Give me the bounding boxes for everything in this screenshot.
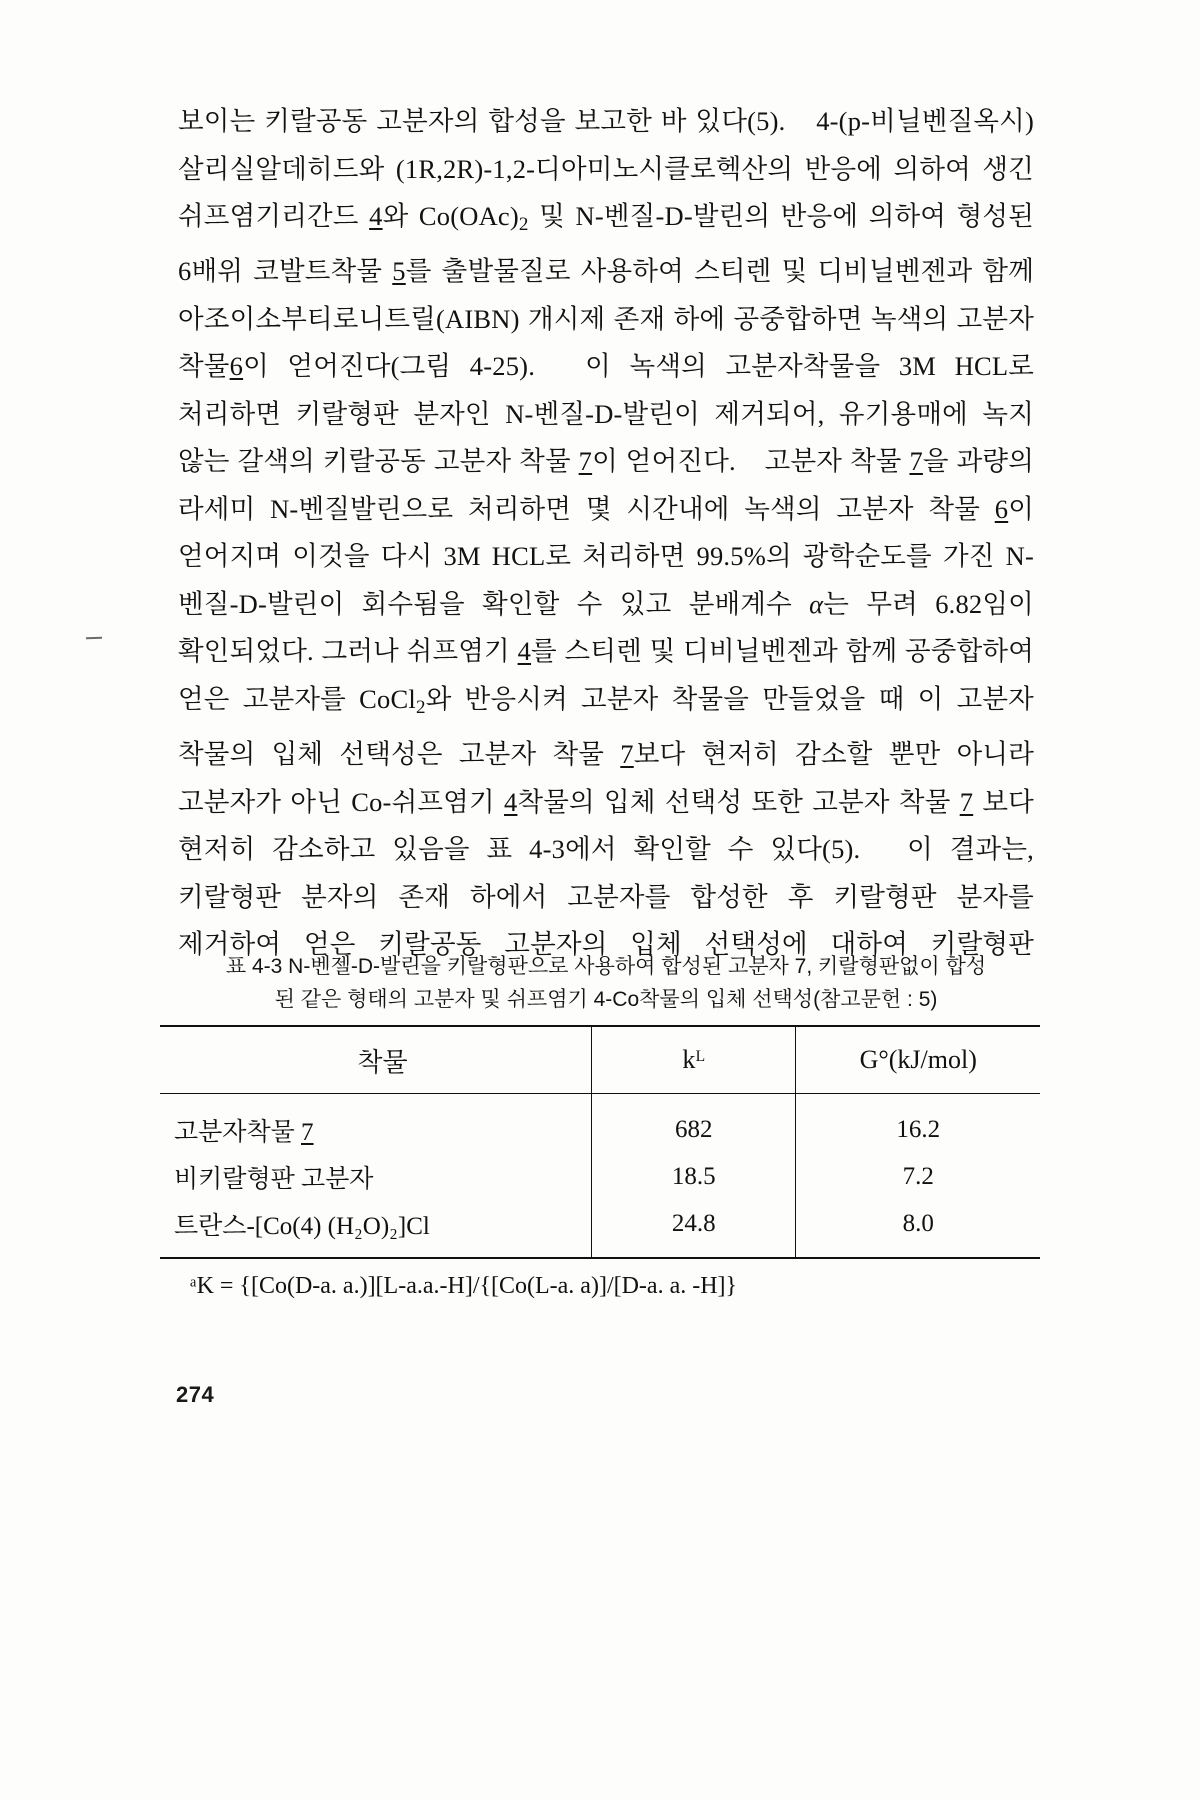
cell-g-value: 16.2	[796, 1094, 1040, 1154]
table-row	[160, 1094, 1040, 1154]
cell-g-value: 8.0	[796, 1200, 1040, 1258]
table-body	[160, 1094, 1040, 1259]
cell-k-value: 18.5	[592, 1153, 796, 1200]
stray-ink-mark	[86, 637, 102, 640]
table-row	[160, 1153, 1040, 1200]
table-caption-line-1: 표 4-3 N-벤젤-D-발린을 키랄형판으로 사용하여 합성된 고분자 7, 키랄형판없이 합성	[225, 955, 987, 978]
table-row	[160, 1200, 1040, 1258]
table-caption	[172, 950, 1040, 1016]
cell-g-value: 7.2	[796, 1153, 1040, 1200]
body-text-block	[178, 98, 1034, 969]
cell-k-value: 682	[592, 1094, 796, 1154]
cell-complex-name: 비키랄형판 고분자	[174, 1165, 374, 1193]
table-header	[160, 1026, 1040, 1094]
selectivity-table	[160, 1025, 1040, 1259]
cell-k-value: 24.8	[592, 1200, 796, 1258]
table-footnote: ᵃK = {[Co(D-a. a.)][L-a.a.-H]/{[Co(L-a. a)]/[D-a. a. -H]}	[190, 1273, 738, 1299]
cell-complex-name: 고분자착물 7	[174, 1118, 314, 1146]
table-caption-line-2: 된 같은 형태의 고분자 및 쉬프염기 4-Co착물의 입체 선택성(참고문헌 : 5)	[274, 988, 938, 1011]
cell-complex-name: 트란스-[Co(4) (H₂O)₂]Cl	[174, 1212, 430, 1240]
table-header-row	[160, 1026, 1040, 1094]
column-header-complex: 착물	[357, 1047, 408, 1077]
body-paragraph: 보이는 키랄공동 고분자의 합성을 보고한 바 있다(5). 4-(p-비닐벤질옥시)살리실알데히드와 (1R,2R)-1,2-디아미노시클로헥산의 반응에 의하여 생긴 쉬프염기리간드 4와 $Co(OAc)_2$ 및 N-벤질-D-발린의 반응에 의하여 형성된 6배위 코발트착물 5를 출발물질로 사용하여 스티렌 및 디비닐벤젠과 함께 아조이소부티로니트릴(AIBN) 개시제 존재 하에 공중합하면 녹색의 고분자 착물6이 얻어진다(그림 4-25). 이 녹색의 고분자착물을 3M HCL로 처리하면 키랄형판 분자인 N-벤질-D-발린이 제거되어, 유기용매에 녹지 않는 갈색의 키랄공동 고분자 착물 7이 얻어진다. 고분자 착물 7을 과량의 라세미 N-벤질발린으로 처리하면 몇 시간내에 녹색의 고분자 착물 6이 얻어지며 이것을 다시 3M HCL로 처리하면 99.5%의 광학순도를 가진 N-벤질-D-발린이 회수됨을 확인할 수 있고 분배계수 α는 무려 6.82임이 확인되었다. 그러나 쉬프염기 4를 스티렌 및 디비닐벤젠과 함께 공중합하여 얻은 고분자를 CoCl$_2$와 반응시켜 고분자 착물을 만들었을 때 이 고분자 착물의 입체 선택성은 고분자 착물 7보다 현저히 감소할 뿐만 아니라 고분자가 아닌 Co-쉬프염기 4착물의 입체 선택성 또한 고분자 착물 7 보다 현저히 감소하고 있음을 표 4-3에서 확인할 수 있다(5). 이 결과는, 키랄형판 분자의 존재 하에서 고분자를 합성한 후 키랄형판 분자를 제거하여 얻은 키랄공동 고분자의 입체 선택성에 대하여 키랄형판	[178, 106, 1035, 960]
page-number: 274	[176, 1382, 215, 1407]
column-header-k: kᴸ	[592, 1026, 796, 1094]
column-header-g: G°(kJ/mol)	[796, 1026, 1040, 1094]
